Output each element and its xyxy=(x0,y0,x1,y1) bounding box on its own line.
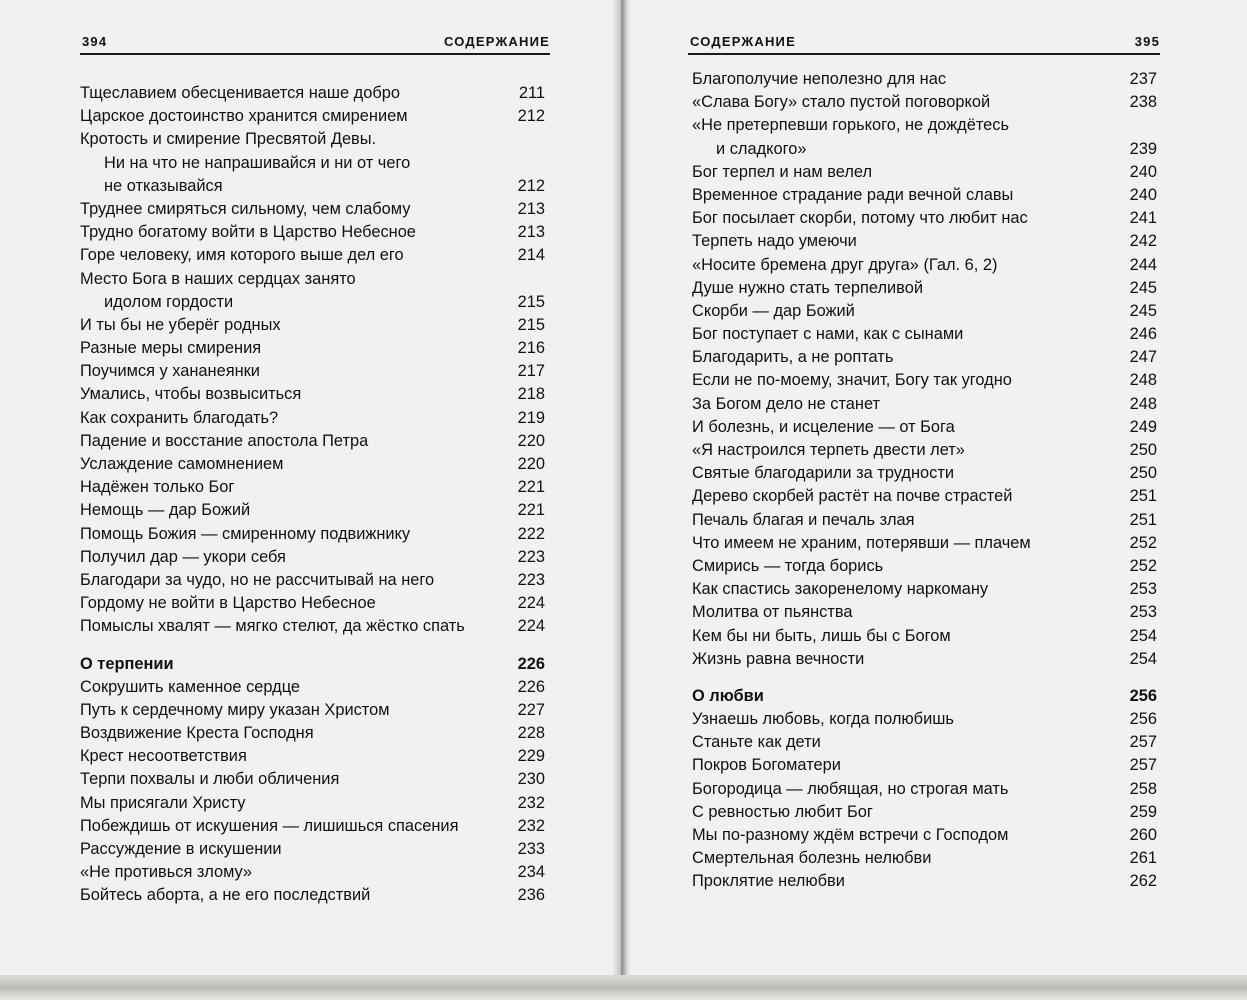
toc-entry xyxy=(80,569,545,592)
toc-entry-title: Благодари за чудо, но не рассчитывай на него xyxy=(80,570,435,589)
toc-list xyxy=(80,82,545,908)
toc-entry-title: Благодарить, а не роптать xyxy=(692,348,894,367)
toc-entry-page: 252 xyxy=(1129,556,1157,575)
toc-entry xyxy=(80,676,545,699)
toc-entry-page: 214 xyxy=(517,246,545,265)
toc-entry xyxy=(692,323,1157,346)
toc-entry-title: Богородица — любящая, но строгая мать xyxy=(692,779,1009,798)
toc-entry-title: Труднее смиряться сильному, чем слабому xyxy=(80,199,411,218)
toc-entry xyxy=(692,393,1157,416)
toc-entry-title: «Я настроился терпеть двести лет» xyxy=(692,441,965,459)
toc-entry xyxy=(80,128,545,151)
toc-entry-title: Трудно богатому войти в Царство Небесное xyxy=(80,223,416,242)
toc-entry-page: 233 xyxy=(517,840,545,858)
toc-entry-title: Услаждение самомнением xyxy=(80,455,284,473)
toc-entry-page: 250 xyxy=(1129,464,1157,483)
toc-entry xyxy=(80,105,545,128)
toc-entry-title: «Носите бремена друг друга» (Гал. 6, 2) xyxy=(692,255,998,274)
toc-entry-title: Получил дар — укори себя xyxy=(80,547,286,566)
toc-entry xyxy=(692,254,1157,277)
toc-entry-page: 248 xyxy=(1129,394,1157,413)
toc-entry-page: 253 xyxy=(1129,603,1157,622)
toc-entry-title: Терпи похвалы и люби обличения xyxy=(80,770,340,789)
toc-entry-page: 257 xyxy=(1129,733,1157,752)
toc-entry xyxy=(80,699,545,722)
toc-entry-title: Молитва от пьянства xyxy=(692,603,853,622)
toc-entry-title: С ревностью любит Бог xyxy=(692,802,873,821)
toc-entry-title: Святые благодарили за трудности xyxy=(692,464,954,483)
toc-entry-title: Бог поступает с нами, как с сынами xyxy=(692,325,964,344)
toc-entry-page: 213 xyxy=(517,223,545,242)
running-head: СОДЕРЖАНИЕ xyxy=(444,34,550,49)
toc-entry-page: 220 xyxy=(517,455,545,473)
toc-entry xyxy=(692,91,1157,114)
toc-entry-title: Гордому не войти в Царство Небесное xyxy=(80,594,376,613)
toc-entry-page: 229 xyxy=(517,747,545,766)
toc-entry-title: Станьте как дети xyxy=(692,733,821,752)
toc-entry xyxy=(692,300,1157,323)
toc-entry-title: Падение и восстание апостола Петра xyxy=(80,431,369,450)
page-number: 395 xyxy=(1134,34,1160,49)
toc-entry-page: 262 xyxy=(1129,872,1157,891)
toc-entry-page: 254 xyxy=(1129,649,1157,668)
toc-entry-page: 240 xyxy=(1129,162,1157,181)
book-bottom-edge xyxy=(0,975,1247,1000)
toc-entry xyxy=(80,476,545,499)
toc-entry xyxy=(80,745,545,768)
toc-entry-title: О терпении xyxy=(80,654,174,673)
toc-entry xyxy=(692,416,1157,439)
toc-entry-page: 256 xyxy=(1129,686,1157,705)
running-head: СОДЕРЖАНИЕ xyxy=(690,34,796,49)
toc-entry-title: Узнаешь любовь, когда полюбишь xyxy=(692,710,954,729)
toc-entry xyxy=(80,592,545,615)
toc-entry-page: 230 xyxy=(517,770,545,789)
toc-entry xyxy=(80,198,545,221)
toc-entry xyxy=(692,532,1157,555)
toc-entry-page: 258 xyxy=(1129,779,1157,798)
toc-entry xyxy=(692,754,1157,777)
toc-entry-page: 219 xyxy=(517,408,545,427)
toc-entry-title: Умались, чтобы возвыситься xyxy=(80,385,302,404)
toc-entry-title: Горе человеку, имя которого выше дел его xyxy=(80,246,404,265)
toc-entry-title: идолом гордости xyxy=(104,292,234,311)
toc-entry-page: 221 xyxy=(517,501,545,520)
toc-entry xyxy=(692,555,1157,578)
toc-entry-page: 256 xyxy=(1129,710,1157,729)
toc-entry xyxy=(692,485,1157,508)
toc-entry-page: 221 xyxy=(517,478,545,497)
toc-entry-title: Покров Богоматери xyxy=(692,756,841,775)
toc-entry xyxy=(80,268,545,291)
toc-entry-title: «Не претерпевши горького, не дождётесь xyxy=(692,116,1010,135)
toc-entry xyxy=(692,578,1157,601)
toc-entry-title: Если не по-моему, значит, Богу так угодно xyxy=(692,371,1012,390)
toc-entry-page: 237 xyxy=(1129,70,1157,88)
toc-entry-page: 234 xyxy=(517,863,545,882)
toc-entry-title: Место Бога в наших сердцах занято xyxy=(80,269,356,288)
toc-entry xyxy=(692,230,1157,253)
toc-entry-title: Терпеть надо умеючи xyxy=(692,232,857,251)
toc-entry-title: И ты бы не уберёг родных xyxy=(80,315,281,334)
toc-entry-page: 260 xyxy=(1129,826,1157,844)
toc-list xyxy=(692,68,1157,894)
toc-entry-title: Благополучие неполезно для нас xyxy=(692,70,947,88)
toc-entry xyxy=(692,870,1157,893)
toc-entry xyxy=(80,838,545,861)
toc-entry-title: Смирись — тогда борись xyxy=(692,556,884,575)
toc-entry-page: 249 xyxy=(1129,417,1157,436)
toc-entry xyxy=(692,509,1157,532)
toc-entry-page: 245 xyxy=(1129,278,1157,297)
section-gap xyxy=(692,671,1157,685)
toc-entry-title: Крест несоответствия xyxy=(80,747,247,766)
toc-entry-title: «Не противься злому» xyxy=(80,863,253,882)
toc-entry-page: 218 xyxy=(517,385,545,404)
toc-entry xyxy=(692,207,1157,230)
toc-entry-page: 223 xyxy=(517,547,545,566)
toc-entry xyxy=(80,768,545,791)
toc-entry xyxy=(80,861,545,884)
toc-entry-page: 211 xyxy=(518,84,545,102)
toc-entry xyxy=(692,68,1157,91)
toc-entry xyxy=(80,430,545,453)
toc-entry-title: Царское достоинство хранится смирением xyxy=(80,107,408,126)
toc-entry-page: 238 xyxy=(1129,93,1157,112)
toc-entry xyxy=(80,291,545,314)
toc-entry-page: 251 xyxy=(1129,487,1157,506)
toc-entry-title: Бойтесь аборта, а не его последствий xyxy=(80,886,371,905)
toc-entry-title: и сладкого» xyxy=(716,139,807,158)
toc-entry-page: 213 xyxy=(517,199,545,218)
toc-entry xyxy=(692,601,1157,624)
toc-entry-page: 240 xyxy=(1129,185,1157,204)
toc-entry xyxy=(80,82,545,105)
toc-entry-title: Временное страдание ради вечной славы xyxy=(692,185,1014,204)
toc-entry-title: О любви xyxy=(692,686,764,705)
toc-entry xyxy=(692,824,1157,847)
toc-entry-title: Что имеем не храним, потерявши — плачем xyxy=(692,533,1031,552)
toc-entry-page: 212 xyxy=(517,176,545,195)
toc-entry-page: 257 xyxy=(1129,756,1157,775)
toc-entry-page: 252 xyxy=(1129,533,1157,552)
toc-entry-page: 261 xyxy=(1129,849,1157,868)
toc-entry xyxy=(692,462,1157,485)
toc-entry xyxy=(692,731,1157,754)
toc-entry-page: 246 xyxy=(1129,325,1157,344)
toc-entry-title: Разные меры смирения xyxy=(80,339,262,358)
toc-entry-title: Надёжен только Бог xyxy=(80,478,235,497)
toc-entry-title: Печаль благая и печаль злая xyxy=(692,510,915,529)
toc-entry-page: 251 xyxy=(1129,510,1157,529)
toc-entry-page: 222 xyxy=(517,524,545,543)
toc-entry-title: Скорби — дар Божий xyxy=(692,301,855,320)
toc-entry xyxy=(80,884,545,907)
toc-entry-page: 224 xyxy=(517,617,545,636)
toc-entry-page: 232 xyxy=(517,793,545,812)
toc-entry-title: Помощь Божия — смиренному подвижнику xyxy=(80,524,411,543)
toc-entry-page: 254 xyxy=(1129,626,1157,645)
toc-entry xyxy=(80,453,545,476)
toc-entry xyxy=(80,523,545,546)
toc-entry-page: 236 xyxy=(517,886,545,905)
toc-entry xyxy=(692,778,1157,801)
toc-entry-title: Жизнь равна вечности xyxy=(692,649,865,668)
toc-entry-title: Рассуждение в искушении xyxy=(80,840,282,858)
toc-entry-page: 226 xyxy=(517,677,545,696)
toc-entry-page: 217 xyxy=(517,362,545,381)
toc-entry-page: 239 xyxy=(1129,139,1157,158)
toc-entry-title: Побеждишь от искушения — лишишься спасения xyxy=(80,816,459,835)
toc-entry-page: 248 xyxy=(1129,371,1157,390)
toc-entry-title: Ни на что не напрашивайся и ни от чего xyxy=(104,153,411,172)
toc-entry xyxy=(692,161,1157,184)
toc-entry xyxy=(80,722,545,745)
toc-entry-page: 250 xyxy=(1129,441,1157,459)
toc-entry xyxy=(692,114,1157,137)
toc-entry xyxy=(692,346,1157,369)
toc-entry-page: 216 xyxy=(517,339,545,358)
toc-entry-title: Помыслы хвалят — мягко стелют, да жёстко спать xyxy=(80,617,465,636)
toc-entry xyxy=(692,648,1157,671)
toc-entry xyxy=(80,337,545,360)
toc-entry-page: 228 xyxy=(517,724,545,743)
toc-entry-title: И болезнь, и исцеление — от Бога xyxy=(692,417,955,436)
toc-entry-title: Дерево скорбей растёт на почве страстей xyxy=(692,487,1013,506)
toc-entry xyxy=(80,615,545,638)
toc-section-heading xyxy=(692,685,1157,708)
toc-entry-page: 232 xyxy=(517,816,545,835)
toc-entry xyxy=(80,175,545,198)
toc-entry-title: За Богом дело не станет xyxy=(692,394,881,413)
toc-entry-title: Кем бы ни быть, лишь бы с Богом xyxy=(692,626,951,645)
toc-entry xyxy=(80,244,545,267)
toc-entry-page: 244 xyxy=(1129,255,1157,274)
left-page xyxy=(0,0,612,975)
toc-entry-page: 220 xyxy=(517,431,545,450)
toc-entry-title: Мы по-разному ждём встречи с Господом xyxy=(692,826,1009,844)
toc-entry-title: Бог посылает скорби, потому что любит нас xyxy=(692,209,1028,228)
book-gutter xyxy=(612,0,630,1000)
toc-entry-title: Воздвижение Креста Господня xyxy=(80,724,314,743)
toc-entry xyxy=(692,439,1157,462)
toc-entry-title: Сокрушить каменное сердце xyxy=(80,677,301,696)
toc-entry-page: 215 xyxy=(517,292,545,311)
toc-entry-page: 226 xyxy=(517,654,545,673)
toc-entry-title: Мы присягали Христу xyxy=(80,793,246,812)
toc-entry-title: Как сохранить благодать? xyxy=(80,408,279,427)
toc-entry-title: не отказывайся xyxy=(104,176,223,195)
toc-section-heading xyxy=(80,653,545,676)
toc-entry-page: 227 xyxy=(517,700,545,719)
toc-entry-title: Поучимся у хананеянки xyxy=(80,362,260,381)
toc-entry-title: Смертельная болезнь нелюбви xyxy=(692,849,932,868)
toc-entry-page: 223 xyxy=(517,570,545,589)
toc-entry-page: 247 xyxy=(1129,348,1157,367)
toc-entry-title: Тщеславием обесценивается наше добро xyxy=(80,84,400,102)
toc-entry xyxy=(80,407,545,430)
toc-entry xyxy=(692,625,1157,648)
toc-entry-page: 253 xyxy=(1129,580,1157,599)
toc-entry xyxy=(80,499,545,522)
toc-entry xyxy=(692,277,1157,300)
section-gap xyxy=(80,639,545,653)
right-page xyxy=(630,0,1247,975)
toc-entry-page: 242 xyxy=(1129,232,1157,251)
toc-entry-page: 241 xyxy=(1129,209,1157,228)
toc-entry-page: 259 xyxy=(1129,802,1157,821)
toc-entry-title: Немощь — дар Божий xyxy=(80,501,251,520)
toc-entry-page: 224 xyxy=(517,594,545,613)
toc-entry-title: «Слава Богу» стало пустой поговоркой xyxy=(692,93,991,112)
toc-entry xyxy=(80,383,545,406)
toc-entry xyxy=(692,369,1157,392)
toc-entry xyxy=(692,138,1157,161)
toc-entry-title: Как спастись закоренелому наркоману xyxy=(692,580,989,599)
toc-entry xyxy=(80,815,545,838)
toc-entry xyxy=(692,801,1157,824)
toc-entry xyxy=(80,152,545,175)
toc-entry-title: Проклятие нелюбви xyxy=(692,872,845,891)
toc-entry-page: 212 xyxy=(517,107,545,126)
toc-entry xyxy=(80,314,545,337)
toc-entry xyxy=(80,546,545,569)
header-rule xyxy=(80,53,550,55)
toc-entry xyxy=(80,360,545,383)
toc-entry xyxy=(692,708,1157,731)
toc-entry-title: Душе нужно стать терпеливой xyxy=(692,278,923,297)
toc-entry-title: Путь к сердечному миру указан Христом xyxy=(80,700,390,719)
header-rule xyxy=(688,53,1160,55)
toc-entry xyxy=(80,792,545,815)
page-number: 394 xyxy=(82,34,108,49)
toc-entry-page: 215 xyxy=(517,315,545,334)
toc-entry xyxy=(692,184,1157,207)
toc-entry-page: 245 xyxy=(1129,301,1157,320)
toc-entry-title: Бог терпел и нам велел xyxy=(692,162,873,181)
toc-entry xyxy=(692,847,1157,870)
toc-entry-title: Кротость и смирение Пресвятой Девы. xyxy=(80,130,377,149)
toc-entry xyxy=(80,221,545,244)
